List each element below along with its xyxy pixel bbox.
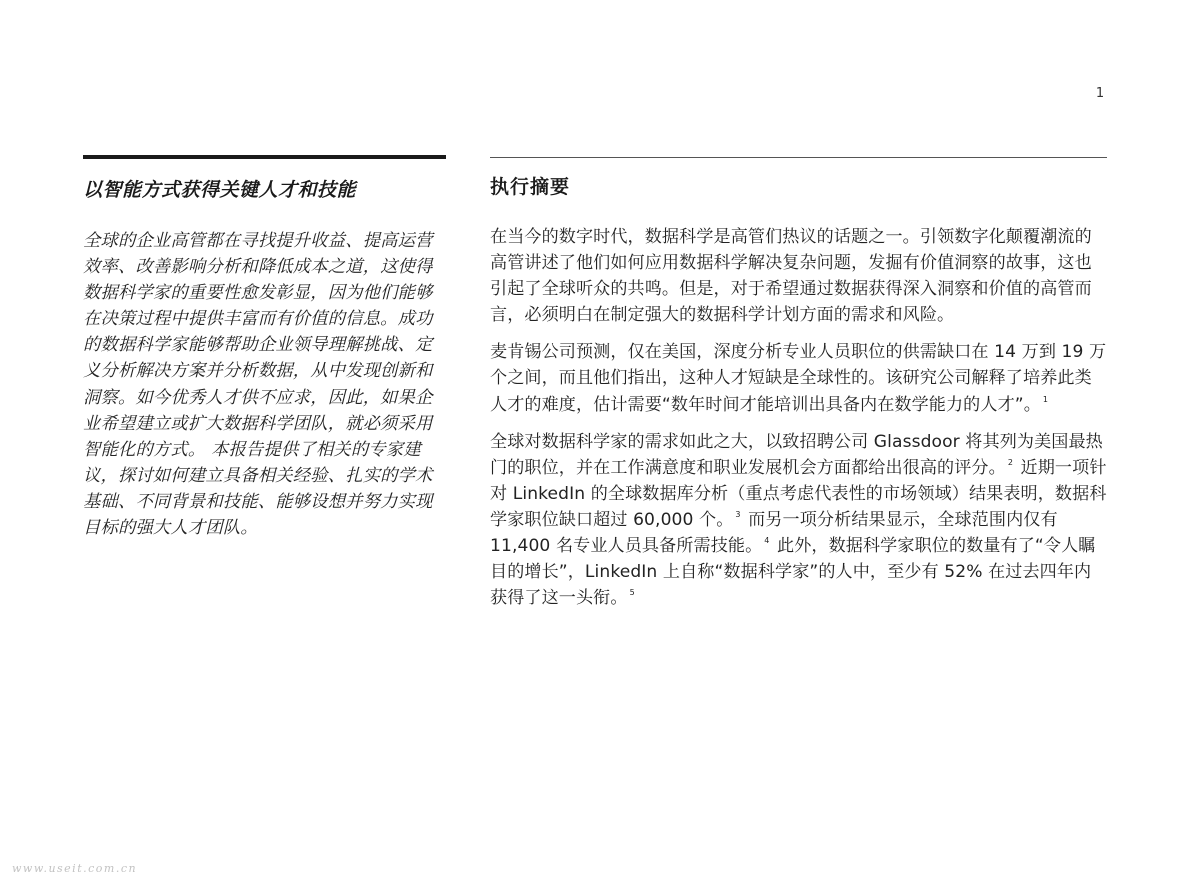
main-top-rule — [490, 157, 1107, 158]
paragraph-2 — [490, 339, 1107, 417]
paragraph-3 — [490, 429, 1107, 612]
footnote-ref-3: 3 — [735, 509, 741, 519]
footnote-ref-5: 5 — [629, 588, 635, 598]
paragraph-3-seg-3: 而另一项分析结果显示，全球范围内仅有 11,400 名专业人员具备所需技能。 — [490, 509, 1064, 557]
paragraph-3-seg-4: 此外，数据科学家职位的数量有了“令人瞩目的增长”，LinkedIn 上自称“数据科学家”的人中，至少有 52% 在过去四年内获得了这一头衔。 — [490, 536, 1096, 609]
paragraph-1: 在当今的数字时代，数据科学是高管们热议的话题之一。引领数字化颠覆潮流的高管讲述了他们如何应用数据科学解决复杂问题，发掘有价值洞察的故事，这也引起了全球听众的共鸣。但是，对于希望通过数据获得深入洞察和价值的高管而言，必须明白在制定强大的数据科学计划方面的需求和风险。 — [490, 227, 1092, 326]
watermark: www.useit.com.cn — [12, 862, 138, 875]
footnote-ref-2: 2 — [1007, 457, 1014, 467]
footnote-ref-1: 1 — [1042, 394, 1049, 404]
sidebar-title: 以智能方式获得关键人才和技能 — [83, 179, 357, 201]
sidebar-top-rule — [83, 155, 446, 159]
section-title: 执行摘要 — [490, 176, 571, 198]
paragraph-2-text: 麦肯锡公司预测，仅在美国，深度分析专业人员职位的供需缺口在 14 万到 19 万个之间，而且他们指出，这种人才短缺是全球性的。该研究公司解释了培养此类人才的难度，估计需要“数年时间才能培训出具备内在数学能力的人才”。 — [490, 342, 1107, 415]
paragraph-3-seg-1: 全球对数据科学家的需求如此之大，以致招聘公司 Glassdoor 将其列为美国最热门的职位，并在工作满意度和职业发展机会方面都给出很高的评分。 — [490, 431, 1103, 478]
sidebar-column — [83, 155, 446, 541]
footnote-ref-4: 4 — [764, 536, 770, 546]
paragraph-3-seg-2: 近期一项针对 LinkedIn 的全球数据库分析（重点考虑代表性的市场领域）结果表明，数据科学家职位缺口超过 60,000 个。 — [490, 457, 1107, 530]
main-column — [490, 157, 1107, 611]
sidebar-summary: 全球的企业高管都在寻找提升收益、提高运营效率、改善影响分析和降低成本之道，这使得数据科学家的重要性愈发彰显，因为他们能够在决策过程中提供丰富而有价值的信息。成功的数据科学家能够帮助企业领导理解挑战、定义分析解决方案并分析数据，从中发现创新和洞察。如今优秀人才供不应求，因此，如果企业希望建立或扩大数据科学团队，就必须采用智能化的方式。 本报告提供了相关的专家建议，探讨如何建立具备相关经验、扎实的学术基础、不同背景和技能、能够设想并努力实现目标的强大人才团队。 — [83, 231, 433, 539]
page-number: 1 — [1095, 86, 1105, 101]
